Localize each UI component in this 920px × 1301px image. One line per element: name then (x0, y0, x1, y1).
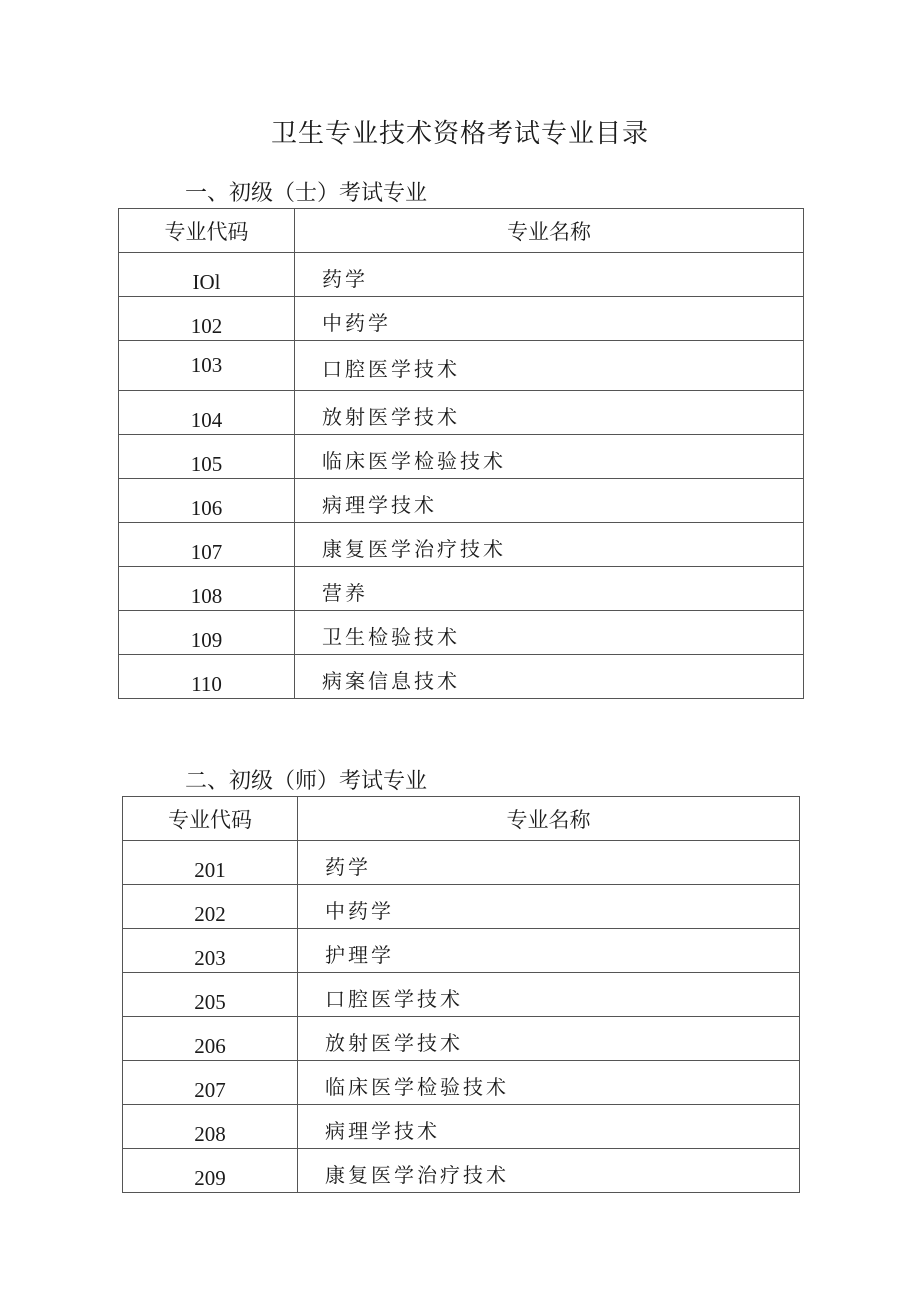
row-name: 病理学技术 (295, 479, 804, 523)
document-title: 卫生专业技术资格考试专业目录 (270, 119, 649, 149)
row-code: 102 (119, 297, 295, 341)
table-row (119, 253, 804, 297)
row-name: 药学 (295, 253, 804, 297)
row-name: 药学 (298, 841, 800, 885)
header-name: 专业名称 (298, 797, 800, 841)
row-name: 病案信息技术 (295, 655, 804, 699)
row-code: 206 (123, 1017, 298, 1061)
row-code: 103 (119, 341, 295, 391)
row-name: 放射医学技术 (298, 1017, 800, 1061)
header-code: 专业代码 (119, 209, 295, 253)
row-code: 207 (123, 1061, 298, 1105)
table-row (119, 567, 804, 611)
row-code: 108 (119, 567, 295, 611)
table-row (119, 523, 804, 567)
row-name: 病理学技术 (298, 1105, 800, 1149)
section-heading-junior-shi-teacher: 二、初级（师）考试专业 (185, 769, 428, 794)
row-code: 203 (123, 929, 298, 973)
row-name: 临床医学检验技术 (298, 1061, 800, 1105)
row-name: 放射医学技术 (295, 391, 804, 435)
table-row (123, 1105, 800, 1149)
row-code: 208 (123, 1105, 298, 1149)
table-row (123, 1017, 800, 1061)
row-name: 康复医学治疗技术 (295, 523, 804, 567)
header-code: 专业代码 (123, 797, 298, 841)
table-row (119, 391, 804, 435)
header-name: 专业名称 (295, 209, 804, 253)
table-row (123, 1061, 800, 1105)
row-code: 205 (123, 973, 298, 1017)
row-code: 104 (119, 391, 295, 435)
row-code: 201 (123, 841, 298, 885)
row-name: 护理学 (298, 929, 800, 973)
row-code: 106 (119, 479, 295, 523)
row-name: 卫生检验技术 (295, 611, 804, 655)
table-row (123, 1149, 800, 1193)
row-code: 209 (123, 1149, 298, 1193)
table-row (119, 479, 804, 523)
table-header-row (123, 797, 800, 841)
row-code: IOl (119, 253, 295, 297)
row-code: 109 (119, 611, 295, 655)
table-header-row (119, 209, 804, 253)
row-code: 107 (119, 523, 295, 567)
table-row (123, 929, 800, 973)
table-row (123, 885, 800, 929)
table-row (119, 655, 804, 699)
row-name: 康复医学治疗技术 (298, 1149, 800, 1193)
table-junior-shi (118, 208, 804, 699)
table-junior-teacher (122, 796, 800, 1193)
table-row (123, 973, 800, 1017)
row-code: 105 (119, 435, 295, 479)
table-row (119, 297, 804, 341)
table-row (119, 435, 804, 479)
table-row (123, 841, 800, 885)
row-name: 中药学 (295, 297, 804, 341)
row-name: 中药学 (298, 885, 800, 929)
section-heading-junior-shi: 一、初级（士）考试专业 (185, 181, 428, 206)
row-name: 口腔医学技术 (295, 341, 804, 391)
row-name: 口腔医学技术 (298, 973, 800, 1017)
row-name: 临床医学检验技术 (295, 435, 804, 479)
row-code: 202 (123, 885, 298, 929)
table-row (119, 341, 804, 391)
row-name: 营养 (295, 567, 804, 611)
table-row (119, 611, 804, 655)
row-code: 110 (119, 655, 295, 699)
